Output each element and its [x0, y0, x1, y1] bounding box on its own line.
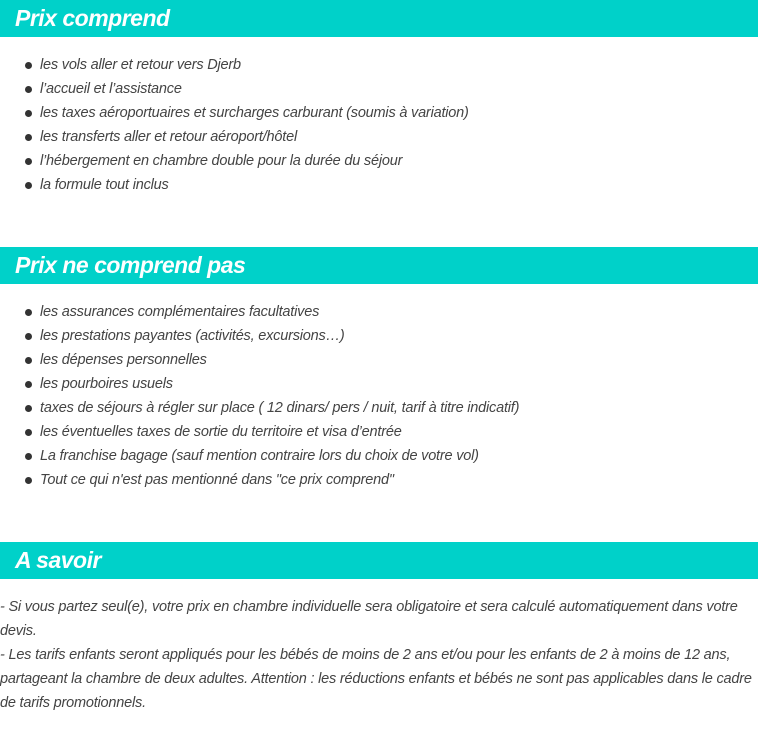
bullet-icon [25, 86, 32, 93]
note-paragraph: - Si vous partez seul(e), votre prix en chambre individuelle sera obligatoire et sera calculé automatiquement dans votre devis. [0, 599, 738, 639]
section-title-notes: A savoir [15, 547, 101, 573]
list-item: les transferts aller et retour aéroport/hôtel [0, 125, 469, 149]
list-item: taxes de séjours à régler sur place ( 12 dinars/ pers / nuit, tarif à titre indicatif) [0, 396, 519, 420]
list-item: Tout ce qui n'est pas mentionné dans "ce prix comprend" [0, 468, 519, 492]
bullet-icon [25, 381, 32, 388]
list-item: les prestations payantes (activités, excursions…) [0, 324, 519, 348]
list-item: les dépenses personnelles [0, 348, 519, 372]
list-item: les assurances complémentaires facultatives [0, 300, 519, 324]
bullet-icon [25, 405, 32, 412]
bullet-icon [25, 333, 32, 340]
section-header-excluded [0, 247, 758, 284]
list-item: La franchise bagage (sauf mention contraire lors du choix de votre vol) [0, 444, 519, 468]
bullet-icon [25, 477, 32, 484]
bullet-icon [25, 309, 32, 316]
bullet-icon [25, 158, 32, 165]
list-item: les vols aller et retour vers Djerb [0, 53, 469, 77]
section-title-excluded: Prix ne comprend pas [15, 252, 246, 278]
bullet-icon [25, 429, 32, 436]
list-item: les pourboires usuels [0, 372, 519, 396]
bullet-icon [25, 110, 32, 117]
list-item: la formule tout inclus [0, 173, 469, 197]
list-item: l’hébergement en chambre double pour la durée du séjour [0, 149, 469, 173]
section-header-included [0, 0, 758, 37]
bullet-icon [25, 134, 32, 141]
bullet-icon [25, 62, 32, 69]
list-item: les taxes aéroportuaires et surcharges carburant (soumis à variation) [0, 101, 469, 125]
note-paragraph: - Les tarifs enfants seront appliqués pour les bébés de moins de 2 ans et/ou pour les enfants de 2 à moins de 12 ans, partageant la chambre de deux adultes. Attention : les réductions enfants et bébés ne sont pas applicables dans le cadre de tarifs promotionnels. [0, 647, 752, 711]
bullet-icon [25, 182, 32, 189]
included-list [0, 53, 469, 197]
bullet-icon [25, 357, 32, 364]
excluded-list [0, 300, 519, 492]
bullet-icon [25, 453, 32, 460]
section-title-included: Prix comprend [15, 5, 170, 31]
list-item: les éventuelles taxes de sortie du territoire et visa d’entrée [0, 420, 519, 444]
section-header-notes [0, 542, 758, 579]
list-item: l’accueil et l’assistance [0, 77, 469, 101]
notes-body [0, 595, 758, 715]
